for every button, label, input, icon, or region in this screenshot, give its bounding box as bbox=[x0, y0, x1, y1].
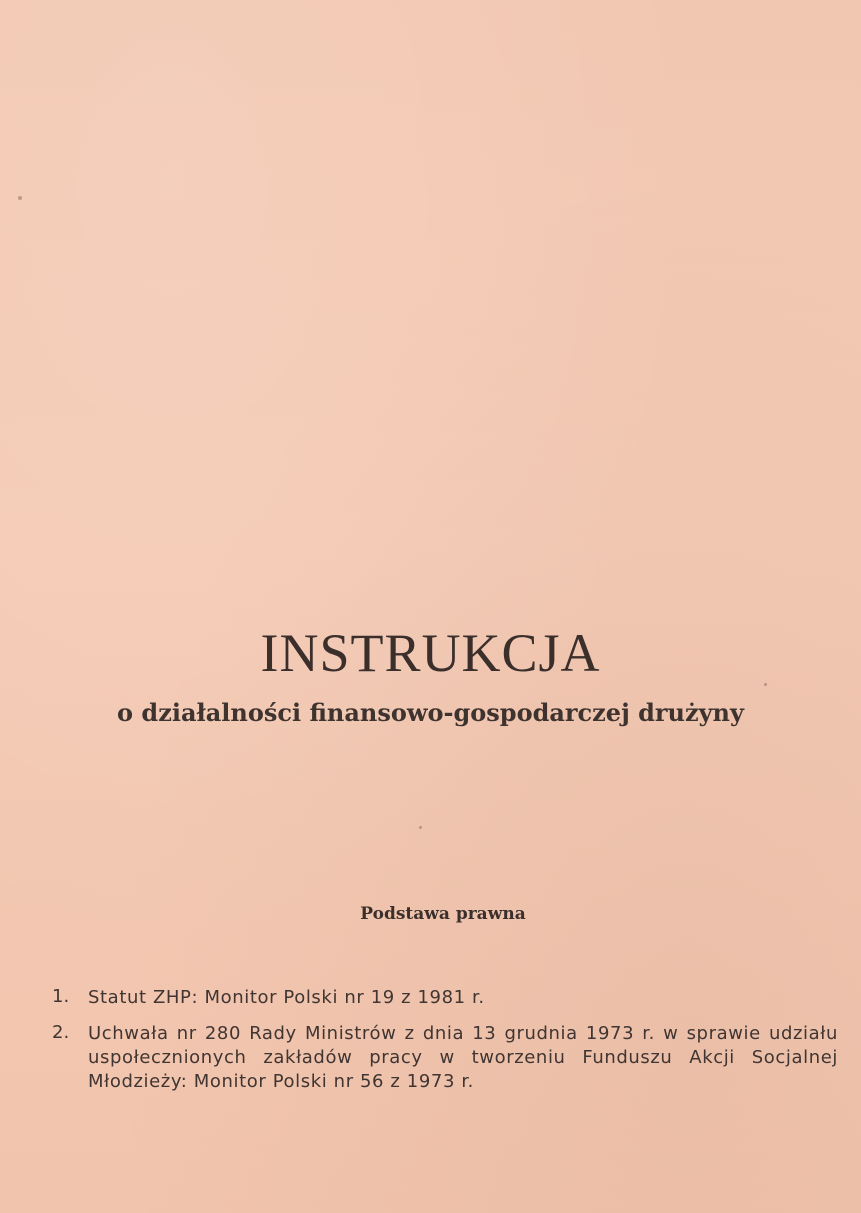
legal-basis-heading: Podstawa prawna bbox=[360, 904, 526, 924]
reference-text: Uchwała nr 280 Rady Ministrów z dnia 13 grudnia 1973 r. w sprawie udziału uspołecznionych zakładów pracy w tworzeniu Funduszu Akcji Socjalnej Młodzieży: Monitor Polski nr 56 z 1973 r. bbox=[88, 1023, 838, 1092]
legal-references-list bbox=[52, 986, 838, 1106]
document-title: INSTRUKCJA bbox=[260, 623, 601, 683]
paper-speck bbox=[18, 196, 22, 200]
reference-number: 1. bbox=[52, 986, 70, 1007]
reference-number: 2. bbox=[52, 1022, 70, 1043]
legal-reference-item bbox=[52, 1022, 838, 1094]
paper-speck bbox=[419, 826, 422, 829]
legal-reference-item bbox=[52, 986, 838, 1010]
document-subtitle: o działalności finansowo-gospodarczej drużyny bbox=[117, 698, 744, 727]
reference-text: Statut ZHP: Monitor Polski nr 19 z 1981 r. bbox=[88, 987, 485, 1008]
